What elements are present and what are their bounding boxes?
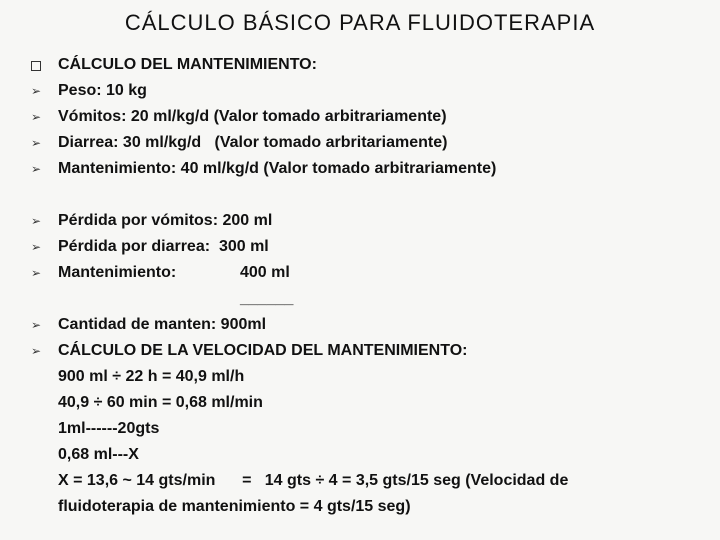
arrow-bullet-icon: ➢ — [30, 344, 42, 358]
calc-line-text: X = 13,6 ~ 14 gts/min = 14 gts ÷ 4 = 3,5 gts/15 seg (Velocidad de — [58, 472, 569, 489]
velocidad-heading: CÁLCULO DE LA VELOCIDAD DEL MANTENIMIENTO: — [58, 342, 468, 359]
calc-line — [28, 468, 708, 494]
list-item — [28, 104, 708, 130]
calc-line — [28, 364, 708, 390]
diarrea-label: Pérdida por diarrea: — [58, 238, 211, 255]
page-title: CÁLCULO BÁSICO PARA FLUIDOTERAPIA — [124, 10, 596, 35]
vomitos-value: 200 ml — [222, 212, 273, 229]
calc-line — [28, 416, 708, 442]
arrow-bullet-icon: ➢ — [30, 214, 42, 228]
list-item-text: Mantenimiento: 40 ml/kg/d (Valor tomado arbitrariamente) — [58, 160, 497, 177]
list-item — [28, 130, 708, 156]
mantenimiento-value: 400 ml — [240, 264, 290, 281]
list-item — [28, 312, 708, 338]
list-item — [28, 338, 708, 364]
arrow-bullet-icon: ➢ — [30, 162, 42, 176]
arrow-bullet-icon: ➢ — [30, 110, 42, 124]
list-item — [28, 234, 708, 260]
sum-underline — [28, 286, 708, 312]
cantidad-text: Cantidad de manten: 900ml — [58, 316, 267, 333]
list-item — [28, 78, 708, 104]
slide-content — [28, 52, 708, 520]
list-item — [28, 260, 708, 286]
vomitos-label: Pérdida por vómitos: — [58, 212, 219, 229]
calc-line — [28, 494, 708, 520]
arrow-bullet-icon: ➢ — [30, 136, 42, 150]
square-bullet-icon — [28, 52, 44, 80]
arrow-bullet-icon: ➢ — [30, 84, 42, 98]
calc-line-text: 0,68 ml---X — [58, 446, 139, 463]
calc-line — [28, 390, 708, 416]
list-item-text: Vómitos: 20 ml/kg/d (Valor tomado arbitrariamente) — [58, 108, 447, 125]
list-item-text: CÁLCULO DEL MANTENIMIENTO: — [58, 56, 317, 73]
list-item-text: Peso: 10 kg — [58, 82, 147, 99]
arrow-bullet-icon: ➢ — [30, 266, 42, 280]
diarrea-value: 300 ml — [218, 238, 269, 255]
calc-line-text: fluidoterapia de mantenimiento = 4 gts/15 seg) — [58, 498, 411, 515]
underline-text: ______ — [240, 290, 294, 307]
list-item — [28, 208, 708, 234]
calc-line — [28, 442, 708, 468]
arrow-bullet-icon: ➢ — [30, 240, 42, 254]
calc-line-text: 1ml------20gts — [58, 420, 160, 437]
calc-line-text: 900 ml ÷ 22 h = 40,9 ml/h — [58, 368, 245, 385]
calc-line-text: 40,9 ÷ 60 min = 0,68 ml/min — [58, 394, 263, 411]
list-item-text: Diarrea: 30 ml/kg/d (Valor tomado arbritariamente) — [58, 134, 448, 151]
mantenimiento-label: Mantenimiento: — [58, 264, 177, 281]
list-item — [28, 156, 708, 182]
arrow-bullet-icon: ➢ — [30, 318, 42, 332]
list-item — [28, 52, 708, 78]
